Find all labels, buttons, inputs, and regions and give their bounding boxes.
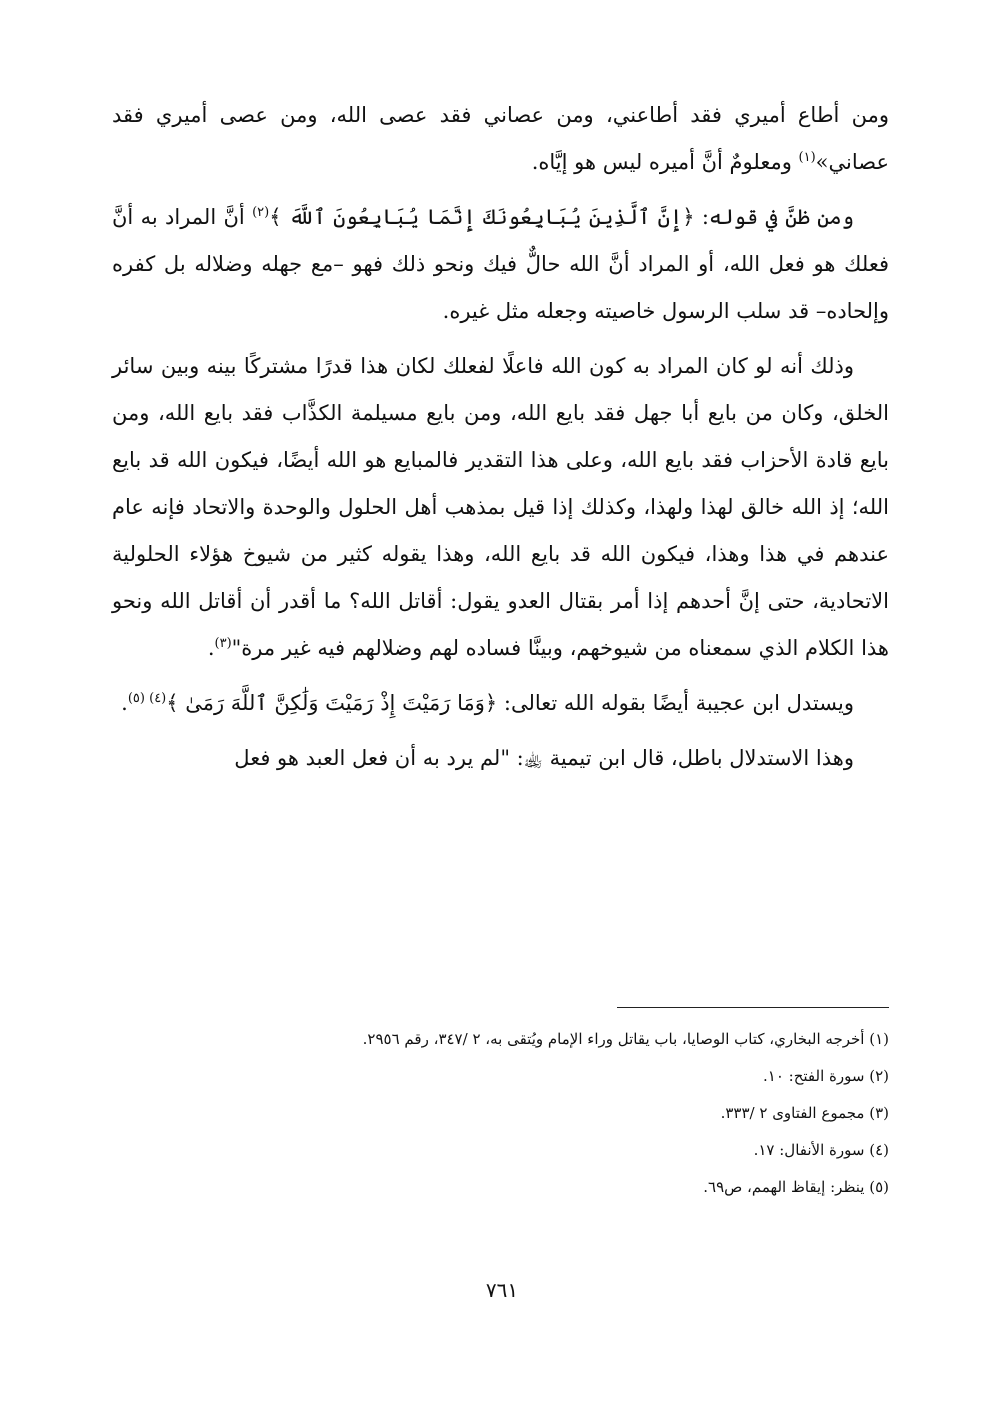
paragraph-2 [112, 194, 889, 335]
paragraph-1-text-b: ومعلومٌ أنَّ أميره ليس هو إيَّاه. [531, 150, 799, 174]
paragraph-4 [112, 680, 889, 727]
page-number: ٧٦١ [485, 1278, 519, 1302]
paragraph-5-text-a: وهذا الاستدلال باطل، قال ابن تيمية ﵀: "لم يرد به أن فعل العبد هو فعل [234, 746, 854, 770]
paragraph-4-text-b: . [121, 691, 128, 715]
footnote-5: (٥) ينظر: إيقاظ الهمم، ص٦٩. [703, 1178, 889, 1196]
footnote-ref-3[interactable]: (٣) [214, 636, 232, 651]
footnote-ref-4[interactable]: (٤) [149, 691, 167, 706]
footnote-3: (٣) مجموع الفتاوى ٢ /٣٣٣. [720, 1104, 889, 1122]
footnote-separator [617, 1007, 889, 1008]
paragraph-3-text-a: وذلك أنه لو كان المراد به كون الله فاعلًا لفعلك لكان هذا قدرًا مشتركًا بينه وبين سائر الخلق، وكان من بايع أبا جهل فقد بايع الله، ومن بايع مسيلمة الكذَّاب فقد بايع الله، ومن بايع قادة الأحزاب فقد بايع الله، وعلى هذا التقدير فالمبايع هو الله أيضًا، فيكون الله قد بايع الله؛ إذ الله خالق لهذا ولهذا، وكذلك إذا قيل بمذهب أهل الحلول والوحدة والاتحاد فإنه عام عندهم في هذا وهذا، فيكون الله قد بايع الله، وهذا يقوله كثير من شيوخ هؤلاء الحلولية الاتحادية، حتى إنَّ أحدهم إذا أمر بقتال العدو يقول: أقاتل الله؟ ما أقدر أن أقاتل الله ونحو هذا الكلام الذي سمعناه من شيوخهم، وبينَّا فساده لهم وضلالهم فيه غير مرة" [112, 354, 889, 660]
main-text [112, 92, 889, 790]
paragraph-3-text-b: . [207, 636, 215, 660]
footnote-4: (٤) سورة الأنفال: ١٧. [753, 1141, 889, 1159]
paragraph-1 [112, 92, 889, 186]
paragraph-1-text-a: ومن أطاع أميري فقد أطاعني، ومن عصاني فقد عصى الله، ومن عصى أميري فقد عصاني» [112, 103, 889, 174]
footnote-ref-1[interactable]: (١) [798, 150, 816, 165]
paragraph-5 [112, 735, 889, 782]
paragraph-2-text-a: ومن ظنَّ في قوله: [694, 205, 855, 229]
quran-verse-2: ﴿وَمَا رَمَيْتَ إِذْ رَمَيْتَ وَلَٰكِنَّ ٱللَّهَ رَمَىٰ ﴾ [166, 691, 498, 715]
footnote-ref-5[interactable]: (٥) [127, 691, 150, 706]
paragraph-2-text-b: أنَّ المراد به أنَّ فعلك هو فعل الله، أو المراد أنَّ الله حالٌّ فيك ونحو ذلك فهو –مع جهله وضلاله بل كفره وإلحاده– قد سلب الرسول خاصيته وجعله مثل غيره. [112, 205, 889, 323]
quran-verse-1: ﴿إِنَّ ٱلَّذِينَ يُبَايِعُونَكَ إِنَّمَا يُبَايِعُونَ ٱللَّهَ ﴾ [269, 205, 695, 229]
footnote-ref-2[interactable]: (٢) [252, 205, 270, 220]
paragraph-3 [112, 343, 889, 672]
footnotes-list [112, 1021, 889, 1206]
paragraph-4-text-a: ويستدل ابن عجيبة أيضًا بقوله الله تعالى: [497, 691, 854, 715]
footnote-2: (٢) سورة الفتح: ١٠. [763, 1067, 889, 1085]
footnote-1: (١) أخرجه البخاري، كتاب الوصايا، باب يقاتل وراء الإمام ويُتقى به، ٢ /٣٤٧، رقم ٢٩٥٦. [362, 1030, 889, 1048]
